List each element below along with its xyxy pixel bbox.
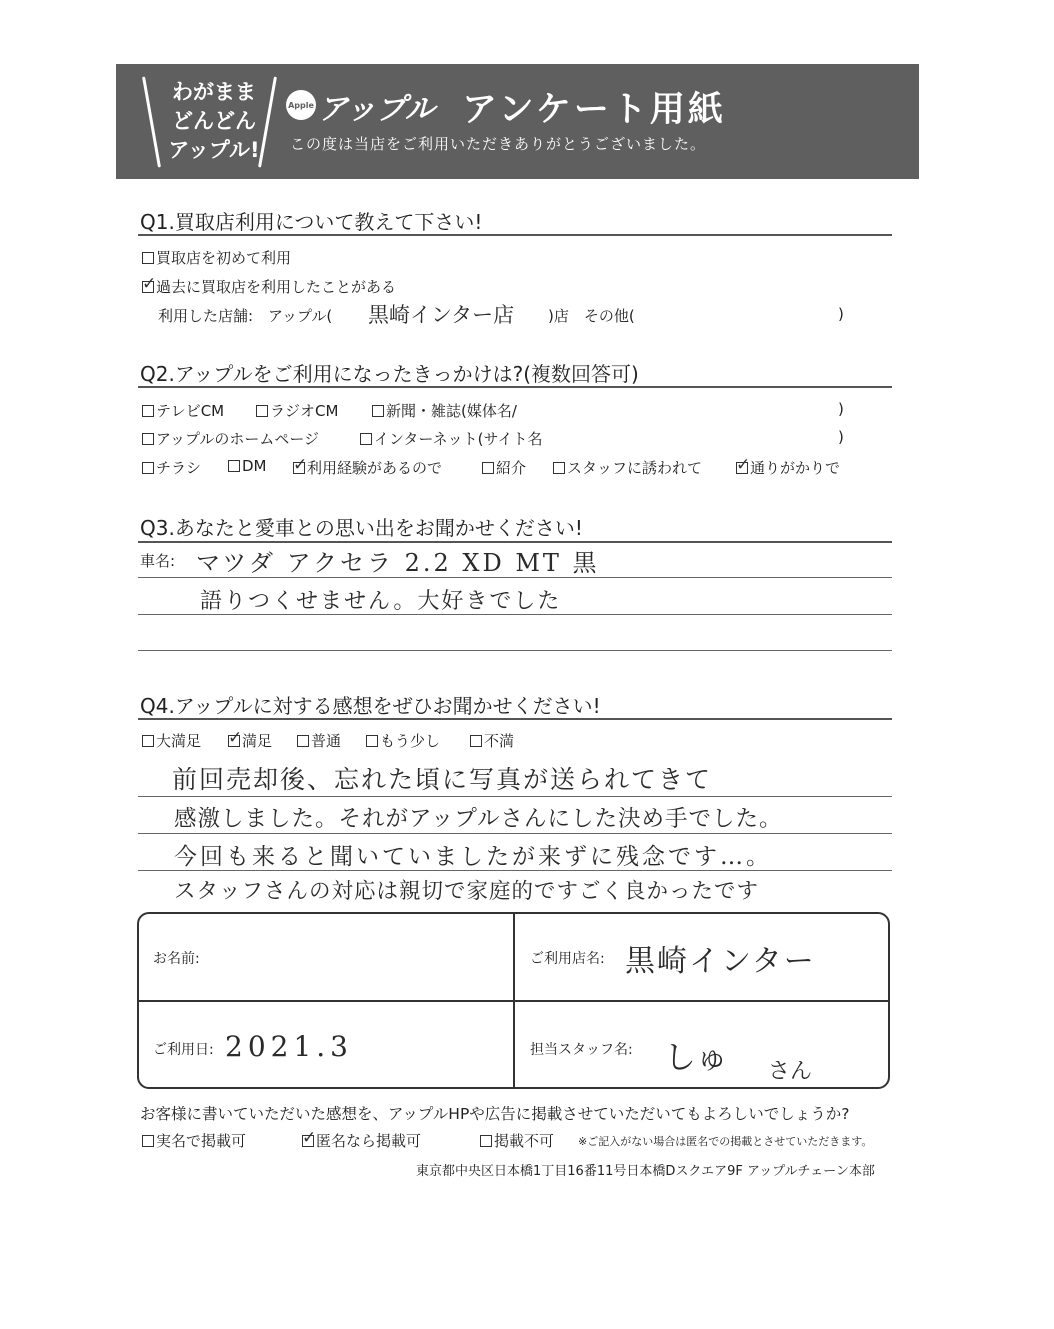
- q2-row2-close: ): [838, 428, 844, 446]
- publish-permission-question: お客様に書いていただいた感想を、アップルHPや広告に掲載させていただいてもよろしいでしょうか?: [140, 1105, 850, 1123]
- store-name-label: ご利用店名:: [530, 951, 605, 967]
- q4-option-unsatisfied[interactable]: 不満: [470, 730, 514, 751]
- q3-car-label: 車名:: [140, 552, 176, 570]
- q4-option-slightly[interactable]: もう少し: [366, 730, 440, 751]
- checkbox[interactable]: [142, 252, 154, 264]
- q3-ruled-line: [138, 577, 892, 578]
- info-box-divider-horizontal: [137, 1000, 890, 1002]
- q1-option-used-before[interactable]: ✓過去に買取店を利用したことがある: [142, 276, 396, 297]
- q3-memory-text[interactable]: 語りつくせません。大好きでした: [200, 589, 562, 614]
- q4-comment-line[interactable]: 前回売却後、忘れた頃に写真が送られてきて: [172, 765, 713, 794]
- q4-ruled-line: [138, 870, 892, 871]
- q4-option-normal[interactable]: 普通: [297, 730, 341, 751]
- q3-title: Q3.あなたと愛車との思い出をお聞かせください!: [140, 516, 583, 540]
- q1-store-prefix: 利用した店舗: アップル(: [158, 307, 333, 325]
- q2-option-homepage[interactable]: アップルのホームページ: [142, 428, 319, 449]
- q2-option-radio-cm[interactable]: ラジオCM: [256, 400, 338, 421]
- q2-option-referral[interactable]: 紹介: [482, 457, 526, 478]
- publish-option-decline[interactable]: 掲載不可: [480, 1130, 554, 1151]
- q4-ruled-line: [138, 833, 892, 834]
- publish-note: ※ご記入がない場合は匿名での掲載とさせていただきます。: [578, 1135, 873, 1148]
- q1-store-value[interactable]: 黒崎インター店: [368, 303, 515, 327]
- form-subtitle: この度は当店をご利用いただきありがとうございました。: [290, 135, 707, 153]
- q2-title: Q2.アップルをご利用になったきっかけは?(複数回答可): [140, 362, 639, 386]
- brand-logo-text: アップル: [318, 92, 435, 127]
- apple-logo-icon: Apple: [286, 90, 316, 120]
- q1-store-suffix: )店 その他(: [548, 307, 635, 325]
- q2-option-newspaper[interactable]: 新聞・雑誌(媒体名/: [372, 400, 517, 421]
- q4-comment-line[interactable]: 感激しました。それがアップルさんにした決め手でした。: [174, 806, 783, 832]
- name-label: お名前:: [153, 951, 200, 967]
- form-title: アンケート用紙: [462, 90, 726, 130]
- staff-label: 担当スタッフ名:: [530, 1042, 633, 1058]
- q4-option-very-satisfied[interactable]: 大満足: [142, 730, 201, 751]
- q2-option-flyer[interactable]: チラシ: [142, 457, 201, 478]
- q4-comment-line[interactable]: 今回も来ると聞いていましたが来ずに残念です…。: [174, 844, 772, 870]
- q4-divider: [138, 718, 892, 720]
- date-value[interactable]: 2021.3: [225, 1030, 353, 1063]
- q2-option-tv-cm[interactable]: テレビCM: [142, 400, 224, 421]
- q2-option-dm[interactable]: DM: [228, 457, 267, 475]
- q2-row1-close: ): [838, 400, 844, 418]
- q3-car-value[interactable]: マツダ アクセラ 2.2 XD MT 黒: [196, 549, 600, 577]
- date-label: ご利用日:: [153, 1042, 214, 1058]
- q2-option-passing-by[interactable]: ✓ 通りがかりで: [736, 457, 840, 478]
- q3-ruled-line: [138, 650, 892, 651]
- slogan: わがまま どんどん アップル!: [168, 80, 260, 162]
- q1-title: Q1.買取店利用について教えて下さい!: [140, 210, 483, 234]
- q1-other-close: ): [838, 305, 844, 323]
- store-name-value[interactable]: 黒崎インター: [625, 944, 816, 979]
- staff-suffix: さん: [768, 1059, 813, 1084]
- q2-option-internet[interactable]: インターネット(サイト名: [360, 428, 542, 449]
- q2-option-experience[interactable]: ✓ 利用経験があるので: [293, 457, 442, 478]
- q4-comment-line[interactable]: スタッフさんの対応は親切で家庭的ですごく良かったです: [174, 879, 760, 904]
- q1-divider: [138, 234, 892, 236]
- checkbox-checked[interactable]: [142, 281, 154, 293]
- q1-option-first-time[interactable]: 買取店を初めて利用: [142, 247, 291, 268]
- company-address: 東京都中央区日本橋1丁目16番11号日本橋Dスクエア9F アップルチェーン本部: [416, 1164, 875, 1179]
- staff-value[interactable]: しゅ: [664, 1038, 729, 1076]
- q2-divider: [138, 386, 892, 388]
- q3-ruled-line: [138, 614, 892, 615]
- publish-option-real-name[interactable]: 実名で掲載可: [142, 1130, 246, 1151]
- q4-ruled-line: [138, 796, 892, 797]
- q4-title: Q4.アップルに対する感想をぜひお聞かせください!: [140, 694, 601, 718]
- q4-option-satisfied[interactable]: ✓ 満足: [228, 730, 272, 751]
- publish-option-anonymous[interactable]: ✓ 匿名なら掲載可: [302, 1130, 421, 1151]
- q2-option-staff-invite[interactable]: スタッフに誘われて: [553, 457, 702, 478]
